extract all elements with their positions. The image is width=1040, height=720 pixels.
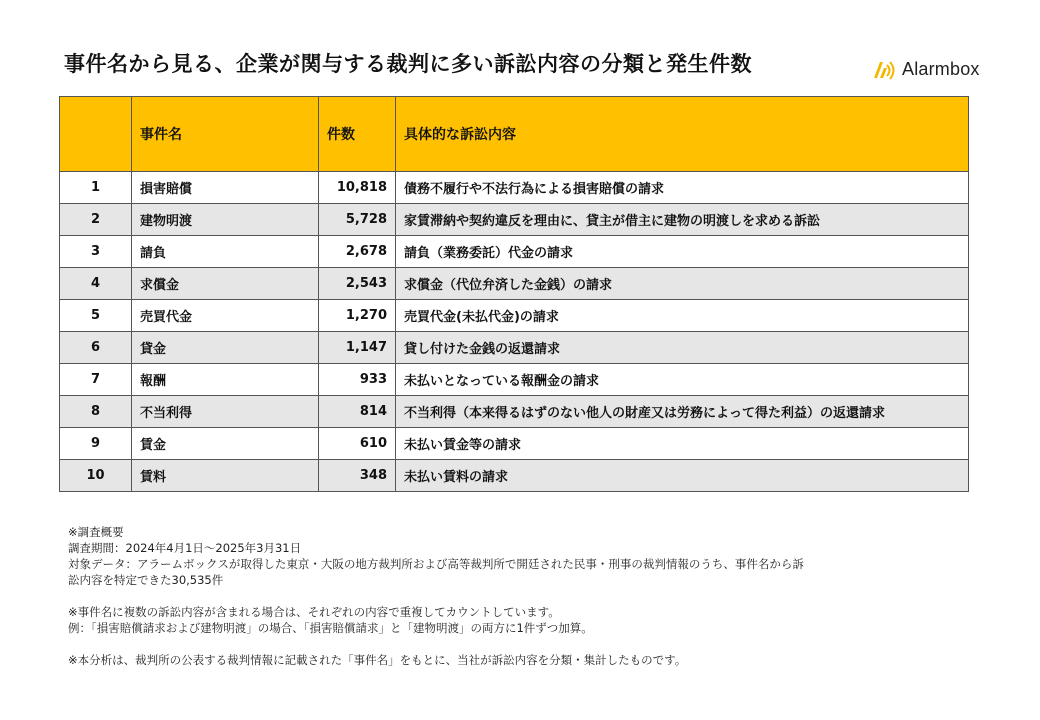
row-detail: 未払いとなっている報酬金の請求 bbox=[396, 364, 969, 396]
row-count: 610 bbox=[319, 428, 396, 460]
row-count: 2,678 bbox=[319, 236, 396, 268]
row-rank: 2 bbox=[60, 204, 132, 236]
row-case-name: 賃料 bbox=[132, 460, 319, 492]
row-count: 348 bbox=[319, 460, 396, 492]
notes-spacer bbox=[68, 636, 973, 652]
table-row bbox=[60, 396, 969, 428]
page-title: 事件名から見る、企業が関与する裁判に多い訴訟内容の分類と発生件数 bbox=[64, 52, 752, 76]
header-case-name: 事件名 bbox=[132, 97, 319, 172]
notes-spacer bbox=[68, 588, 973, 604]
header-detail: 具体的な訴訟内容 bbox=[396, 97, 969, 172]
row-case-name: 売買代金 bbox=[132, 300, 319, 332]
table-row bbox=[60, 268, 969, 300]
row-rank: 10 bbox=[60, 460, 132, 492]
notes-heading: ※調査概要 bbox=[68, 525, 124, 539]
row-detail: 求償金（代位弁済した金銭）の請求 bbox=[396, 268, 969, 300]
header-count: 件数 bbox=[319, 97, 396, 172]
row-case-name: 請負 bbox=[132, 236, 319, 268]
row-count: 1,147 bbox=[319, 332, 396, 364]
row-detail: 家賃滞納や契約違反を理由に、貸主が借主に建物の明渡しを求める訴訟 bbox=[396, 204, 969, 236]
table-header-row bbox=[60, 97, 969, 172]
row-rank: 3 bbox=[60, 236, 132, 268]
row-rank: 9 bbox=[60, 428, 132, 460]
row-rank: 5 bbox=[60, 300, 132, 332]
row-case-name: 賃金 bbox=[132, 428, 319, 460]
table-row bbox=[60, 332, 969, 364]
lawsuit-table bbox=[59, 96, 969, 492]
alarmbox-logo-icon bbox=[872, 58, 896, 80]
row-count: 5,728 bbox=[319, 204, 396, 236]
row-count: 10,818 bbox=[319, 172, 396, 204]
table-row bbox=[60, 364, 969, 396]
row-rank: 4 bbox=[60, 268, 132, 300]
row-rank: 6 bbox=[60, 332, 132, 364]
row-rank: 1 bbox=[60, 172, 132, 204]
row-case-name: 不当利得 bbox=[132, 396, 319, 428]
table-row bbox=[60, 204, 969, 236]
row-case-name: 報酬 bbox=[132, 364, 319, 396]
table-row bbox=[60, 236, 969, 268]
notes-multi-line-1: ※事件名に複数の訴訟内容が含まれる場合は、それぞれの内容で重複してカウントしています。 bbox=[68, 605, 560, 619]
notes-target-line-2: 訟内容を特定できた30,535件 bbox=[68, 573, 224, 587]
row-detail: 請負（業務委託）代金の請求 bbox=[396, 236, 969, 268]
row-case-name: 損害賠償 bbox=[132, 172, 319, 204]
row-case-name: 求償金 bbox=[132, 268, 319, 300]
notes-analysis: ※本分析は、裁判所の公表する裁判情報に記載された「事件名」をもとに、当社が訴訟内容を分類・集計したものです。 bbox=[68, 653, 687, 667]
notes-period: 調査期間：2024年4月1日〜2025年3月31日 bbox=[68, 541, 302, 555]
logo-text: Alarmbox bbox=[902, 58, 980, 79]
table-row bbox=[60, 428, 969, 460]
row-rank: 7 bbox=[60, 364, 132, 396]
row-count: 814 bbox=[319, 396, 396, 428]
row-count: 1,270 bbox=[319, 300, 396, 332]
table-row bbox=[60, 460, 969, 492]
row-detail: 未払い賃金等の請求 bbox=[396, 428, 969, 460]
notes-multi-line-2: 例：「損害賠償請求および建物明渡」の場合、「損害賠償請求」と「建物明渡」の両方に1件ずつ加算。 bbox=[68, 621, 593, 635]
row-detail: 売買代金(未払代金)の請求 bbox=[396, 300, 969, 332]
row-rank: 8 bbox=[60, 396, 132, 428]
row-detail: 未払い賃料の請求 bbox=[396, 460, 969, 492]
survey-notes bbox=[68, 524, 973, 668]
row-count: 2,543 bbox=[319, 268, 396, 300]
header-rank bbox=[60, 97, 132, 172]
row-count: 933 bbox=[319, 364, 396, 396]
notes-target-line-1: 対象データ：アラームボックスが取得した東京・大阪の地方裁判所および高等裁判所で開廷された民事・刑事の裁判情報のうち、事件名から訴 bbox=[68, 557, 804, 571]
row-detail: 不当利得（本来得るはずのない他人の財産又は労務によって得た利益）の返還請求 bbox=[396, 396, 969, 428]
row-case-name: 建物明渡 bbox=[132, 204, 319, 236]
table-row bbox=[60, 300, 969, 332]
table-row bbox=[60, 172, 969, 204]
brand-logo bbox=[872, 56, 980, 82]
row-case-name: 貸金 bbox=[132, 332, 319, 364]
row-detail: 債務不履行や不法行為による損害賠償の請求 bbox=[396, 172, 969, 204]
row-detail: 貸し付けた金銭の返還請求 bbox=[396, 332, 969, 364]
